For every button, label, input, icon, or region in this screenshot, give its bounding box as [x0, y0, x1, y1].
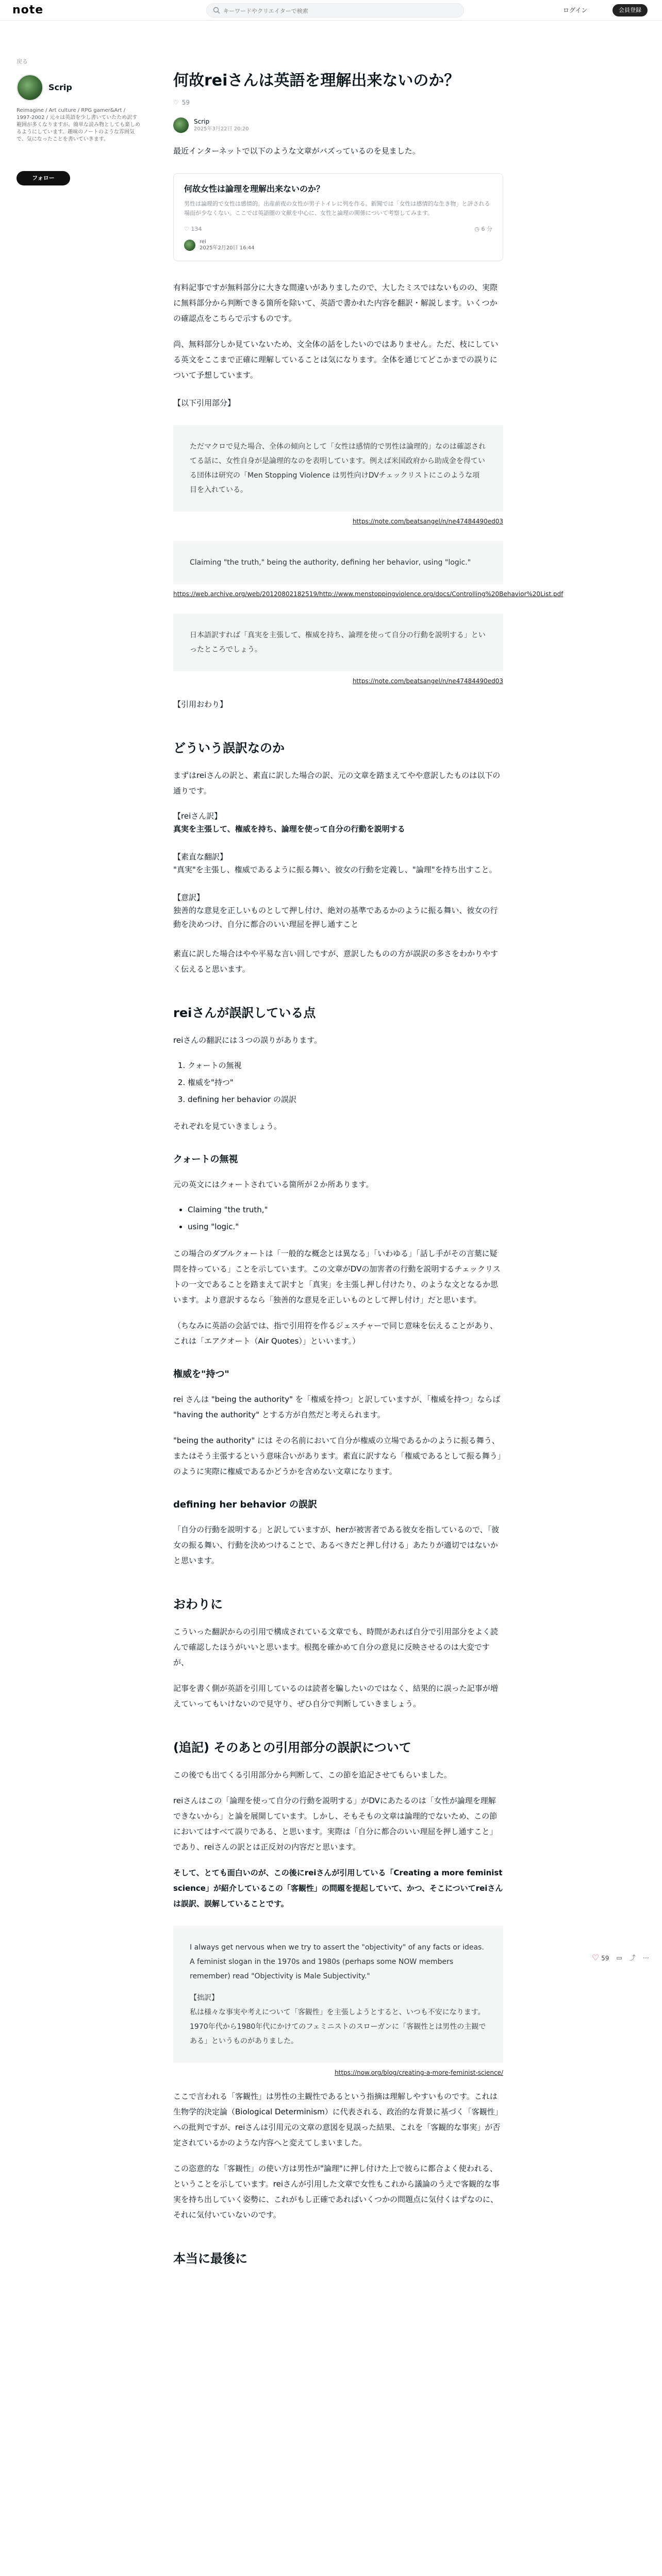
quote-list [173, 1201, 503, 1235]
heart-icon: ♡ [184, 226, 191, 232]
subsection-heading: 権威を"持つ" [173, 1369, 229, 1380]
paragraph: この恣意的な「客観性」の使い方は男性が"論理"に押し付けた上で彼らに都合よく使われる、ということを示しています。reiさんが引用した文章で女性もこれから議論のうえで客観的な事実を持ち出していく姿勢に、これがもし正確であればいくつかの問題点に気付くはずなのに、それに気付いていないのです。 [173, 2163, 500, 2219]
site-header [0, 0, 662, 21]
search-box[interactable] [206, 3, 464, 18]
more-icon[interactable]: ⋯ [642, 1954, 649, 1961]
list-item: • Claiming "the truth," [188, 1201, 503, 1218]
paragraph: ここで言われる「客観性」は男性の主観性であるという指摘は理解しやすいものです。これは生物学的決定論（Biological Determinism）に代表される、政治的な背景に基づく「客観性」への批判ですが、reiさんは引用元の文章の意図を見誤った結果、これを「客観的な事実」が否定されているかのような内容へと変えてしまいました。 [173, 2091, 503, 2147]
heart-icon: ♡ [592, 1953, 600, 1962]
blockquote: Claiming "the truth," being the authority, defining her behavior, using "logic." [173, 541, 503, 584]
list-item: 1. クォートの無視 [188, 1057, 503, 1074]
paragraph: （ちなみに英語の会話では、指で引用符を作るジェスチャーで同じ意味を伝えることがあり、これは「エアクオート（Air Quotes）」といいます。） [173, 1321, 498, 1346]
comment-icon[interactable]: ▭ [616, 1954, 622, 1961]
blockquote: ただマクロで見た場合、全体の傾向として「女性は感情的で男性は論理的」なのは確認されてる話に、女性自身が是論理的なのを表明しています。例えば米国政府から助成金を得ている団体は研究の「Men Stopping Violence は男性向けDVチェックリストにこのような項目を入れている。 [173, 425, 503, 512]
search-input[interactable] [223, 6, 455, 16]
blockquote-translation: 私は様々な事実や考えについて「客観性」を主張しようとすると、いつも不安になります。1970年代から1980年代にかけてのフェミニストのスローガンに「客観性とは男性の主観である」というものがありました。 [190, 2008, 486, 2046]
paragraph: こういった翻訳からの引用で構成されている文章でも、時間があれば自分で引用部分をよく読んで確認したほうがいいと思います。根拠を確かめて自分の意見に反映させるのは大変ですが、 [173, 1627, 499, 1668]
paragraph: この後でも出てくる引用部分から判断して、この節を追記させてもらいました。 [173, 1770, 452, 1780]
clock-icon: ◷ [474, 226, 482, 232]
search-icon [213, 7, 220, 14]
translation-text: "真実"を主張し、権威であるように振る舞い、彼女の行動を定義し、"論理"を持ち出すこと。 [173, 865, 497, 875]
like-count-row[interactable] [173, 98, 503, 107]
translation-label: 【reiさん訳】 [173, 811, 222, 821]
floating-like-count: 59 [601, 1955, 609, 1962]
like-button[interactable] [592, 1950, 609, 1965]
subsection-heading: defining her behavior の誤訳 [173, 1499, 318, 1511]
paragraph: rei さんは "being the authority" を「権威を持つ」と訳していますが、「権威を持つ」ならば "having the authority" とする方が自然だと考えられます。 [173, 1395, 501, 1420]
paragraph: そして、とても面白いのが、この後にreiさんが引用している「Creating a more feminist science」が紹介しているこの「客観性」の問題を提起していて、かつ、そこについてreiさんは誤訳、誤解していることです。 [173, 1868, 503, 1909]
subsection-heading: クォートの無視 [173, 1154, 238, 1165]
embed-date: 2025年2月20日 16:44 [200, 245, 255, 251]
embed-author-name: rei [200, 239, 206, 245]
follow-button[interactable]: フォロー [16, 171, 70, 185]
login-link[interactable]: ログイン [563, 7, 588, 14]
intro-text: 最近インターネットで以下のような文章がバズっているのを見ました。 [173, 146, 420, 156]
author-name[interactable]: Scrip [194, 118, 210, 125]
avatar[interactable] [16, 74, 43, 101]
translation-label: 【意訳】 [173, 893, 205, 903]
paragraph: まずはreiさんの訳と、素直に訳した場合の訳、元の文章を踏まえてやや意訳したものは以下の通りです。 [173, 771, 501, 796]
paragraph: reiさんの翻訳には３つの誤りがあります。 [173, 1036, 322, 1045]
paragraph: この場合のダブルクォートは「一般的な概念とは異なる」「いわゆる」「話し手がその言葉に疑問を持っている」ことを示しています。この文章がDVの加害者の行動を説明するチェックリストの一文であることを踏まえて訳すと「真実」を主張し押し付けたり、のような文となるか思います。より意訳するなら「独善的な意見を正しいものとして押し付け」だと思います。 [173, 1249, 501, 1305]
paragraph: それぞれを見ていきましょう。 [173, 1122, 282, 1131]
section-heading: おわりに [173, 1597, 223, 1612]
section-heading: 本当に最後に [173, 2251, 247, 2266]
list-item: 2. 権威を"持つ" [188, 1074, 503, 1091]
paragraph: 記事を書く側が英語を引用しているのは読者を騙したいのではなく、結果的に誤った記事が増えていってもいけないので見守り、ぜひ自分で判断していきましょう。 [173, 1684, 498, 1709]
avatar[interactable] [173, 117, 189, 133]
sidebar-author-name[interactable]: Scrip [48, 82, 72, 92]
signup-button[interactable]: 会員登録 [613, 4, 648, 16]
paragraph: 素直に訳した場合はやや平易な言い回しですが、意訳したものの方が誤訳の多さをわかりやすく伝えると思います。 [173, 949, 499, 974]
sidebar-author[interactable] [16, 74, 140, 101]
blockquote: 日本語訳すれば「真実を主張して、権威を持ち、論理を使って自分の行動を説明する」といったところでしょう。 [173, 614, 503, 671]
blockquote-english: I always get nervous when we try to assert the "objectivity" of any facts or ideas. A feminist slogan in the 1970s and 1980s (perhaps some NOW members remember) read "Objectivity is Male Subjectivity." [190, 1943, 484, 1981]
note-logo[interactable]: note [12, 4, 44, 16]
translation-text: 真実を主張して、権威を持ち、論理を使って自分の行動を説明する [173, 824, 405, 834]
source-link[interactable]: https://note.com/beatsangel/n/ne47484490ed03 [352, 517, 503, 525]
byline [173, 117, 503, 133]
author-sidebar [16, 58, 140, 185]
article [173, 70, 564, 2268]
embed-likes: 134 [191, 226, 202, 232]
embed-read-time: 6 分 [481, 226, 492, 232]
author-bio: Reimagine / Art culture / RPG gamer&Art / 1997-2002 / 元々は英語を少し書いていたため訳す範囲が多くなりますが、簡単な読み物としても楽しめるようにしています。趣味のノートのような雰囲気で、気になったことを書いていきます。 [16, 108, 140, 142]
source-link[interactable]: https://note.com/beatsangel/n/ne47484490ed03 [352, 677, 503, 685]
embed-meta [184, 224, 492, 235]
paragraph: 「自分の行動を説明する」と訳していますが、herが被害者である彼女を指しているので、「彼女の振る舞い、行動を決めつけることで、あるべきだと押し付ける」あたりが適切ではないかと思います。 [173, 1525, 500, 1566]
section-heading: どういう誤訳なのか [173, 741, 285, 756]
paragraph: 尚、無料部分しか見ていないため、文全体の話をしたいのではありません。ただ、枝にしている英文をここまで正確に理解していることは気になります。全体を通じてどこかまでの誤りについて予想しています。 [173, 339, 499, 380]
error-list [173, 1057, 503, 1108]
embed-snippet: 男性は論理的で女性は感情的。出産前夜の女性が男子トイレに列を作る。新聞では「女性は感情的な生き物」と評される場面が少なくない。ここでは英語圏の文献を中心に、女性と論理の関係について考察してみます。 [184, 200, 490, 216]
article-title: 何故reiさんは英語を理解出来ないのか？ [173, 72, 460, 90]
translation-text: 独善的な意見を正しいものとして押し付け、絶対の基準であるかのように振る舞い、彼女の行動を決めつけ、自分に都合のいい理屈を押し通すこと [173, 906, 498, 929]
heart-icon[interactable]: ♡ [173, 99, 179, 106]
section-heading: (追記) そのあとの引用部分の誤訳について [173, 1740, 411, 1755]
embedded-article-card[interactable] [173, 173, 503, 261]
embed-title: 何故女性は論理を理解出来ないのか？ [184, 184, 325, 194]
translation-label: 【素直な翻訳】 [173, 852, 228, 862]
paragraph: reiさんはこの「論理を使って自分の行動を説明する」がDVにあたるのは「女性が論理を理解できないから」と論を展開しています。しかし、そもそもの文章は論理的でないため、この節においてはすべて誤りである、と思います。実際は「自分に都合のいい理屈を押し通すこと」であり、reiさんの訳とは正反対の内容だと思います。 [173, 1796, 498, 1852]
publish-date: 2025年3月22日 20:20 [194, 126, 249, 132]
floating-actions [592, 1950, 649, 1965]
quote-end-label: 【引用おわり】 [173, 700, 228, 709]
source-link[interactable]: https://web.archive.org/web/20120802182519/http://www.menstoppingviolence.org/docs/Controlling%20Behavior%20List.pdf [173, 590, 564, 598]
list-item: 3. defining her behavior の誤訳 [188, 1091, 503, 1108]
source-link[interactable]: https://now.org/blog/creating-a-more-feminist-science/ [335, 2069, 503, 2077]
embed-author [184, 239, 492, 251]
back-link[interactable]: 戻る [16, 58, 28, 65]
quote-start-label: 【以下引用部分】 [173, 398, 236, 408]
avatar [184, 240, 195, 251]
section-heading: reiさんが誤訳している点 [173, 1006, 316, 1021]
translation-label: 【拙訳】 [190, 1994, 219, 2003]
share-icon[interactable]: ⤴ [629, 1954, 636, 1961]
paragraph: 有料記事ですが無料部分に大きな間違いがありましたので、大したミスではないものの、実際に無料部分から判断できる箇所を除いて、英語で書かれた内容を翻訳・解説します。いくつかの確認点をこちらで示すものです。 [173, 282, 498, 323]
blockquote [173, 1926, 503, 2063]
list-item: • using "logic." [188, 1218, 503, 1235]
like-count: 59 [181, 99, 190, 106]
paragraph: 元の英文にはクォートされている箇所が２か所あります。 [173, 1180, 374, 1190]
paragraph: "being the authority" には その名前において自分が権威の立場であるかのように振る舞う、またはそう主張するという意味合いがあります。素直に訳すなら「権威であるとして振る舞う」のように実際に権威であるかどうかを含めない文章になります。 [173, 1436, 502, 1477]
